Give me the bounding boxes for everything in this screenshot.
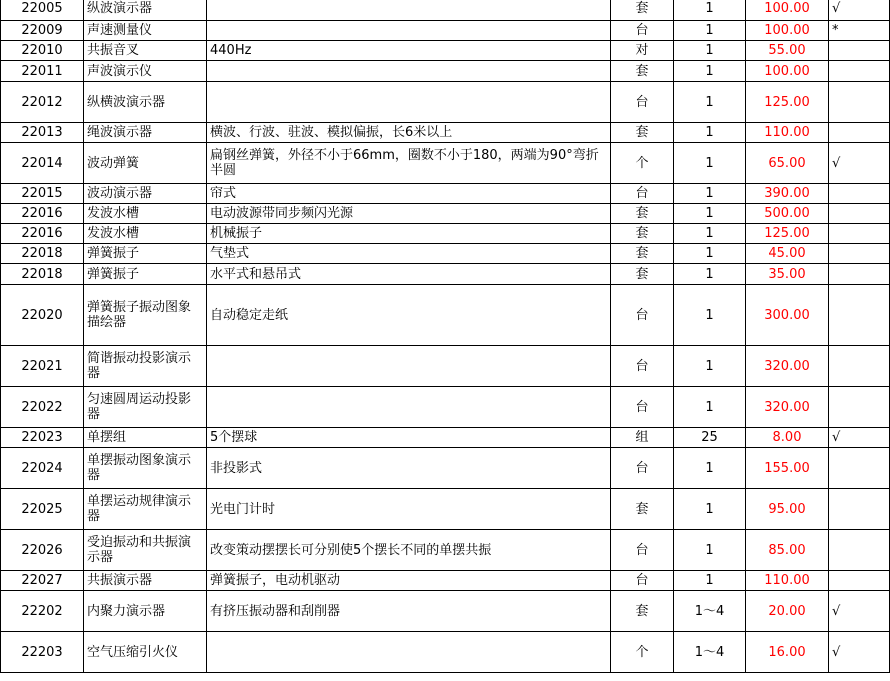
cell-name[interactable]: 共振音叉 — [84, 41, 207, 61]
cell-code[interactable]: 22202 — [1, 591, 84, 632]
cell-spec[interactable]: 5个摆球 — [207, 428, 611, 448]
cell-mark[interactable] — [829, 448, 890, 489]
cell-mark[interactable] — [829, 123, 890, 143]
cell-price[interactable]: 100.00 — [746, 21, 829, 41]
cell-mark[interactable]: √ — [829, 428, 890, 448]
table-row — [1, 571, 890, 591]
table-row — [1, 82, 890, 123]
cell-unit[interactable]: 台 — [611, 530, 674, 571]
cell-price[interactable]: 8.00 — [746, 428, 829, 448]
cell-mark[interactable] — [829, 82, 890, 123]
cell-unit[interactable]: 个 — [611, 632, 674, 673]
cell-spec[interactable]: 非投影式 — [207, 448, 611, 489]
cell-name[interactable]: 单摆运动规律演示器 — [84, 489, 207, 530]
cell-qty[interactable]: 1 — [674, 143, 746, 184]
cell-code[interactable]: 22016 — [1, 204, 84, 224]
cell-spec[interactable]: 横波、行波、驻波、模拟偏振，长6米以上 — [207, 123, 611, 143]
cell-qty[interactable]: 1 — [674, 21, 746, 41]
cell-qty[interactable]: 1 — [674, 0, 746, 21]
table-row — [1, 184, 890, 204]
cell-name[interactable]: 弹簧振子振动图象描绘器 — [84, 285, 207, 346]
cell-spec[interactable] — [207, 21, 611, 41]
cell-spec[interactable] — [207, 387, 611, 428]
cell-mark[interactable] — [829, 346, 890, 387]
cell-price[interactable]: 110.00 — [746, 123, 829, 143]
cell-qty[interactable]: 1 — [674, 530, 746, 571]
table-row — [1, 489, 890, 530]
cell-spec[interactable]: 改变策动摆摆长可分别使5个摆长不同的单摆共振 — [207, 530, 611, 571]
cell-mark[interactable] — [829, 184, 890, 204]
cell-price[interactable]: 125.00 — [746, 82, 829, 123]
cell-name[interactable]: 纵横波演示器 — [84, 82, 207, 123]
cell-qty[interactable]: 1 — [674, 387, 746, 428]
cell-unit[interactable]: 组 — [611, 428, 674, 448]
cell-unit[interactable]: 台 — [611, 571, 674, 591]
cell-name[interactable]: 单摆组 — [84, 428, 207, 448]
cell-qty[interactable]: 1 — [674, 123, 746, 143]
cell-code[interactable]: 22021 — [1, 346, 84, 387]
cell-qty[interactable]: 1～4 — [674, 632, 746, 673]
table-row — [1, 264, 890, 285]
cell-name[interactable]: 发波水槽 — [84, 224, 207, 244]
cell-code[interactable]: 22015 — [1, 184, 84, 204]
cell-spec[interactable] — [207, 346, 611, 387]
table-row — [1, 41, 890, 61]
cell-unit[interactable]: 对 — [611, 41, 674, 61]
cell-mark[interactable] — [829, 489, 890, 530]
cell-price[interactable]: 85.00 — [746, 530, 829, 571]
cell-code[interactable]: 22018 — [1, 264, 84, 285]
cell-mark[interactable] — [829, 61, 890, 82]
cell-mark[interactable]: √ — [829, 591, 890, 632]
cell-spec[interactable] — [207, 82, 611, 123]
cell-unit[interactable]: 套 — [611, 204, 674, 224]
cell-price[interactable]: 65.00 — [746, 143, 829, 184]
table-row — [1, 346, 890, 387]
table-row — [1, 428, 890, 448]
cell-spec[interactable]: 扁钢丝弹簧，外径不小于66mm，圈数不小于180，两端为90°弯折半圆 — [207, 143, 611, 184]
cell-price[interactable]: 16.00 — [746, 632, 829, 673]
cell-qty[interactable]: 1 — [674, 184, 746, 204]
cell-qty[interactable]: 25 — [674, 428, 746, 448]
cell-unit[interactable]: 台 — [611, 448, 674, 489]
cell-qty[interactable]: 1 — [674, 285, 746, 346]
cell-spec[interactable] — [207, 0, 611, 21]
cell-qty[interactable]: 1 — [674, 244, 746, 264]
cell-unit[interactable]: 套 — [611, 244, 674, 264]
cell-price[interactable]: 300.00 — [746, 285, 829, 346]
cell-price[interactable]: 390.00 — [746, 184, 829, 204]
cell-qty[interactable]: 1～4 — [674, 591, 746, 632]
cell-unit[interactable]: 个 — [611, 143, 674, 184]
table-row — [1, 448, 890, 489]
table-body — [1, 0, 890, 673]
cell-mark[interactable] — [829, 244, 890, 264]
cell-code[interactable]: 22027 — [1, 571, 84, 591]
cell-spec[interactable] — [207, 632, 611, 673]
cell-mark[interactable] — [829, 264, 890, 285]
cell-mark[interactable] — [829, 41, 890, 61]
cell-unit[interactable]: 台 — [611, 285, 674, 346]
cell-code[interactable]: 22014 — [1, 143, 84, 184]
cell-qty[interactable]: 1 — [674, 224, 746, 244]
cell-unit[interactable]: 台 — [611, 184, 674, 204]
cell-code[interactable]: 22010 — [1, 41, 84, 61]
cell-unit[interactable]: 套 — [611, 0, 674, 21]
cell-code[interactable]: 22023 — [1, 428, 84, 448]
cell-unit[interactable]: 套 — [611, 591, 674, 632]
cell-unit[interactable]: 台 — [611, 82, 674, 123]
cell-mark[interactable]: √ — [829, 143, 890, 184]
cell-code[interactable]: 22012 — [1, 82, 84, 123]
cell-qty[interactable]: 1 — [674, 448, 746, 489]
cell-name[interactable]: 匀速圆周运动投影器 — [84, 387, 207, 428]
cell-mark[interactable] — [829, 285, 890, 346]
cell-code[interactable]: 22005 — [1, 0, 84, 21]
table-row — [1, 123, 890, 143]
table-row — [1, 591, 890, 632]
cell-spec[interactable]: 水平式和悬吊式 — [207, 264, 611, 285]
cell-name[interactable]: 声波演示仪 — [84, 61, 207, 82]
cell-name[interactable]: 单摆振动图象演示器 — [84, 448, 207, 489]
cell-qty[interactable]: 1 — [674, 489, 746, 530]
cell-name[interactable]: 纵波演示器 — [84, 0, 207, 21]
cell-unit[interactable]: 台 — [611, 346, 674, 387]
cell-price[interactable]: 35.00 — [746, 264, 829, 285]
cell-name[interactable]: 简谐振动投影演示器 — [84, 346, 207, 387]
cell-code[interactable]: 22013 — [1, 123, 84, 143]
cell-spec[interactable] — [207, 61, 611, 82]
cell-price[interactable]: 125.00 — [746, 224, 829, 244]
cell-price[interactable]: 320.00 — [746, 387, 829, 428]
cell-name[interactable]: 弹簧振子 — [84, 244, 207, 264]
cell-spec[interactable]: 气垫式 — [207, 244, 611, 264]
cell-qty[interactable]: 1 — [674, 346, 746, 387]
cell-qty[interactable]: 1 — [674, 41, 746, 61]
cell-unit[interactable]: 套 — [611, 224, 674, 244]
table-row — [1, 632, 890, 673]
table-row — [1, 143, 890, 184]
cell-name[interactable]: 波动弹簧 — [84, 143, 207, 184]
cell-code[interactable]: 22018 — [1, 244, 84, 264]
table-row — [1, 61, 890, 82]
cell-code[interactable]: 22009 — [1, 21, 84, 41]
cell-price[interactable]: 55.00 — [746, 41, 829, 61]
cell-mark[interactable] — [829, 571, 890, 591]
cell-price[interactable]: 45.00 — [746, 244, 829, 264]
cell-unit[interactable]: 套 — [611, 61, 674, 82]
cell-mark[interactable]: * — [829, 21, 890, 41]
cell-code[interactable]: 22203 — [1, 632, 84, 673]
cell-unit[interactable]: 台 — [611, 21, 674, 41]
table-row — [1, 244, 890, 264]
cell-code[interactable]: 22024 — [1, 448, 84, 489]
cell-qty[interactable]: 1 — [674, 61, 746, 82]
cell-spec[interactable]: 光电门计时 — [207, 489, 611, 530]
cell-unit[interactable]: 套 — [611, 489, 674, 530]
table-row — [1, 530, 890, 571]
cell-name[interactable]: 波动演示器 — [84, 184, 207, 204]
cell-spec[interactable]: 帘式 — [207, 184, 611, 204]
cell-spec[interactable]: 自动稳定走纸 — [207, 285, 611, 346]
cell-qty[interactable]: 1 — [674, 571, 746, 591]
cell-qty[interactable]: 1 — [674, 264, 746, 285]
cell-mark[interactable] — [829, 387, 890, 428]
cell-code[interactable]: 22025 — [1, 489, 84, 530]
table-row — [1, 204, 890, 224]
cell-spec[interactable]: 有挤压振动器和刮削器 — [207, 591, 611, 632]
cell-name[interactable]: 绳波演示器 — [84, 123, 207, 143]
cell-price[interactable]: 155.00 — [746, 448, 829, 489]
cell-spec[interactable]: 440Hz — [207, 41, 611, 61]
table-row — [1, 224, 890, 244]
cell-code[interactable]: 22011 — [1, 61, 84, 82]
cell-name[interactable]: 弹簧振子 — [84, 264, 207, 285]
cell-code[interactable]: 22022 — [1, 387, 84, 428]
cell-mark[interactable] — [829, 530, 890, 571]
cell-code[interactable]: 22026 — [1, 530, 84, 571]
cell-qty[interactable]: 1 — [674, 204, 746, 224]
cell-mark[interactable]: √ — [829, 0, 890, 21]
cell-price[interactable]: 320.00 — [746, 346, 829, 387]
cell-price[interactable]: 100.00 — [746, 0, 829, 21]
cell-name[interactable]: 发波水槽 — [84, 204, 207, 224]
cell-price[interactable]: 100.00 — [746, 61, 829, 82]
cell-code[interactable]: 22020 — [1, 285, 84, 346]
cell-code[interactable]: 22016 — [1, 224, 84, 244]
cell-mark[interactable] — [829, 224, 890, 244]
cell-name[interactable]: 空气压缩引火仪 — [84, 632, 207, 673]
cell-name[interactable]: 共振演示器 — [84, 571, 207, 591]
table-row — [1, 387, 890, 428]
cell-spec[interactable]: 电动波源带同步频闪光源 — [207, 204, 611, 224]
cell-mark[interactable] — [829, 204, 890, 224]
cell-name[interactable]: 内聚力演示器 — [84, 591, 207, 632]
cell-unit[interactable]: 台 — [611, 387, 674, 428]
cell-name[interactable]: 受迫振动和共振演示器 — [84, 530, 207, 571]
cell-qty[interactable]: 1 — [674, 82, 746, 123]
cell-price[interactable]: 95.00 — [746, 489, 829, 530]
table-row — [1, 0, 890, 21]
cell-price[interactable]: 500.00 — [746, 204, 829, 224]
table-row — [1, 285, 890, 346]
cell-spec[interactable]: 机械振子 — [207, 224, 611, 244]
table-row — [1, 21, 890, 41]
cell-mark[interactable]: √ — [829, 632, 890, 673]
cell-price[interactable]: 110.00 — [746, 571, 829, 591]
cell-unit[interactable]: 套 — [611, 264, 674, 285]
cell-spec[interactable]: 弹簧振子，电动机驱动 — [207, 571, 611, 591]
cell-price[interactable]: 20.00 — [746, 591, 829, 632]
cell-name[interactable]: 声速测量仪 — [84, 21, 207, 41]
cell-unit[interactable]: 套 — [611, 123, 674, 143]
